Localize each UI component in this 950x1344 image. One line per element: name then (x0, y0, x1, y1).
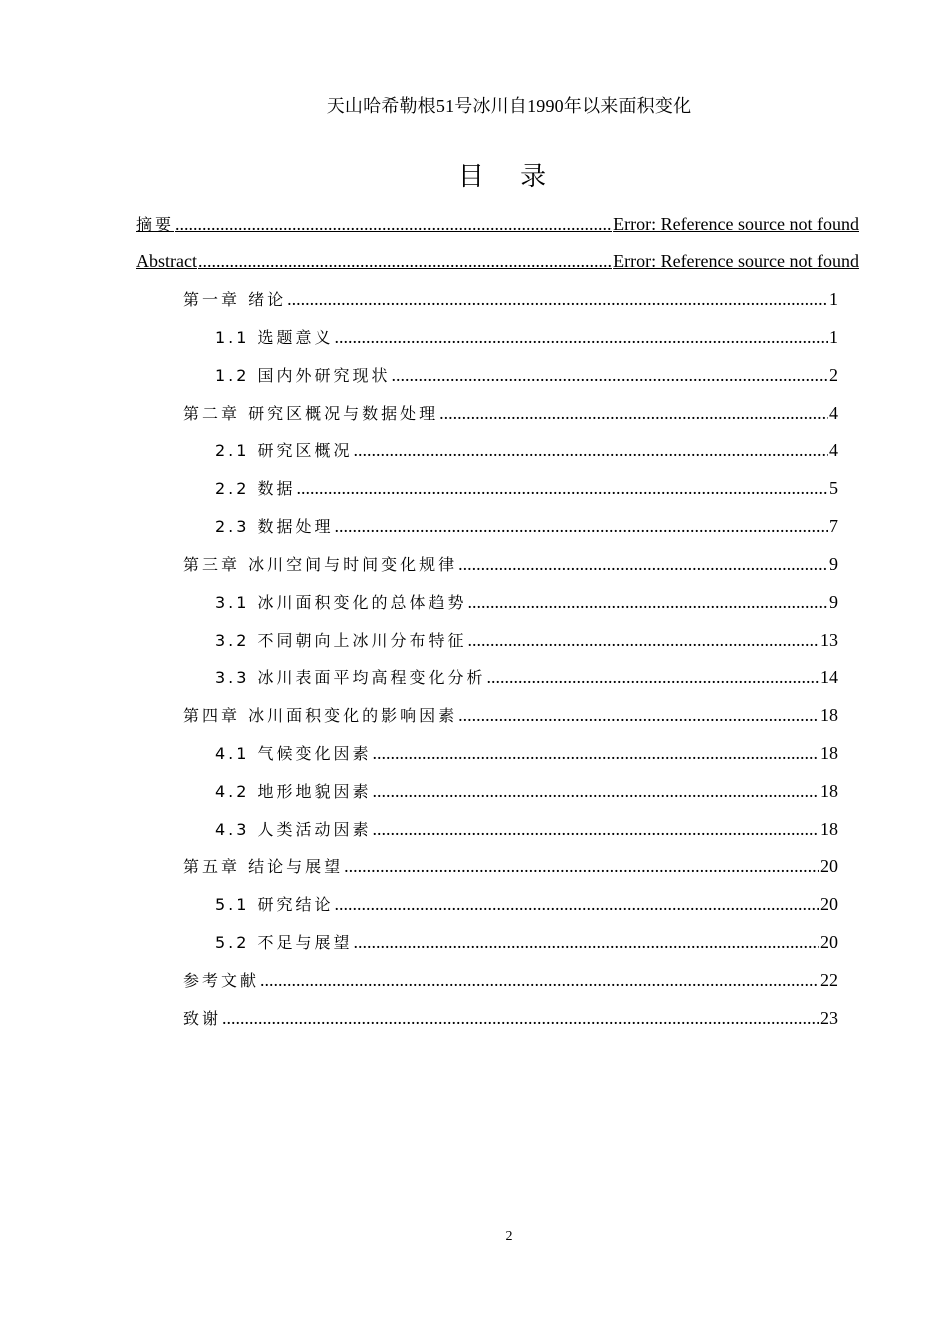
toc-entry-label: Abstract (136, 251, 197, 271)
toc-leader-dots (222, 1007, 819, 1029)
toc-entry-label: 2.3 数据处理 (215, 517, 334, 536)
toc-heading: 目 录 (457, 162, 561, 192)
toc-entry-page: 1 (829, 289, 838, 309)
toc-entry-section-3-3[interactable] (215, 666, 838, 688)
toc-entry-chapter-4[interactable] (183, 704, 838, 726)
toc-entry-acknowledgements[interactable] (183, 1007, 838, 1029)
toc-entry-page: 14 (820, 667, 838, 687)
toc-entry-label: 4.1 气候变化因素 (215, 744, 372, 763)
toc-entry-page: 20 (820, 932, 838, 952)
toc-leader-dots (458, 704, 819, 726)
toc-entry-label: 2.2 数据 (215, 479, 296, 498)
toc-entry-page: 18 (820, 705, 838, 725)
toc-entry-label: 4.3 人类活动因素 (215, 820, 372, 839)
toc-entry-page: 9 (829, 554, 838, 574)
toc-entry-label: 5.2 不足与展望 (215, 933, 353, 952)
toc-leader-dots (392, 364, 828, 386)
page-number: 2 (505, 1229, 513, 1244)
toc-entry-label: 第二章 研究区概况与数据处理 (183, 404, 439, 423)
toc-entry-section-3-1[interactable] (215, 591, 838, 613)
toc-entry-page: 9 (829, 592, 838, 612)
toc-entry-label: 1.2 国内外研究现状 (215, 366, 391, 385)
document-header-title: 天山哈希勒根51号冰川自1990年以来面积变化 (326, 96, 692, 116)
toc-entry-section-5-2[interactable] (215, 931, 838, 953)
toc-leader-dots (373, 742, 819, 764)
toc-entry-section-1-2[interactable] (215, 364, 838, 386)
toc-entry-page: 18 (820, 819, 838, 839)
toc-entry-abstract-en[interactable] (136, 250, 859, 272)
toc-leader-dots (487, 666, 819, 688)
toc-entry-page: 4 (829, 403, 838, 423)
toc-entry-page: 7 (829, 516, 838, 536)
toc-entry-label: 5.1 研究结论 (215, 895, 334, 914)
toc-leader-dots (344, 855, 819, 877)
toc-entry-page: Error: Reference source not found (613, 214, 859, 234)
toc-entry-label: 第一章 绪论 (183, 290, 287, 309)
toc-entry-label: 3.3 冰川表面平均高程变化分析 (215, 668, 486, 687)
toc-entry-page: 20 (820, 856, 838, 876)
toc-entry-chapter-5[interactable] (183, 855, 838, 877)
toc-leader-dots (175, 213, 612, 235)
toc-entry-page: 13 (820, 630, 838, 650)
toc-entry-page: 5 (829, 478, 838, 498)
toc-leader-dots (297, 477, 828, 499)
toc-leader-dots (335, 326, 828, 348)
toc-entry-page: 4 (829, 440, 838, 460)
toc-entry-page: 18 (820, 781, 838, 801)
toc-entry-label: 1.1 选题意义 (215, 328, 334, 347)
toc-entry-label: 3.2 不同朝向上冰川分布特征 (215, 631, 467, 650)
toc-leader-dots (373, 780, 819, 802)
toc-entry-section-5-1[interactable] (215, 893, 838, 915)
toc-entry-references[interactable] (183, 969, 838, 991)
toc-entry-label: 第三章 冰川空间与时间变化规律 (183, 555, 458, 574)
toc-entry-page: 23 (820, 1008, 838, 1028)
toc-leader-dots (260, 969, 819, 991)
toc-entry-section-1-1[interactable] (215, 326, 838, 348)
toc-entry-label: 2.1 研究区概况 (215, 441, 353, 460)
toc-entry-section-3-2[interactable] (215, 629, 838, 651)
toc-entry-section-2-3[interactable] (215, 515, 838, 537)
toc-entry-label: 第四章 冰川面积变化的影响因素 (183, 706, 458, 725)
toc-leader-dots (287, 288, 828, 310)
toc-entry-page: 1 (829, 327, 838, 347)
toc-entry-label: 参考文献 (183, 971, 260, 990)
toc-leader-dots (335, 515, 828, 537)
toc-entry-section-2-2[interactable] (215, 477, 838, 499)
toc-entry-label: 摘要 (136, 215, 175, 234)
toc-entry-label: 4.2 地形地貌因素 (215, 782, 372, 801)
toc-leader-dots (198, 250, 612, 272)
toc-entry-page: 2 (829, 365, 838, 385)
toc-entry-label: 第五章 结论与展望 (183, 857, 344, 876)
toc-entry-chapter-2[interactable] (183, 402, 838, 424)
toc-leader-dots (335, 893, 819, 915)
toc-leader-dots (468, 591, 828, 613)
toc-entry-chapter-3[interactable] (183, 553, 838, 575)
toc-entry-page: Error: Reference source not found (613, 251, 859, 271)
toc-entry-page: 18 (820, 743, 838, 763)
toc-leader-dots (458, 553, 828, 575)
toc-entry-page: 20 (820, 894, 838, 914)
toc-entry-label: 致谢 (183, 1009, 222, 1028)
toc-leader-dots (354, 931, 819, 953)
toc-entry-chapter-1[interactable] (183, 288, 838, 310)
toc-leader-dots (439, 402, 828, 424)
toc-entry-abstract-cn[interactable] (136, 213, 859, 235)
toc-leader-dots (373, 818, 819, 840)
toc-entry-page: 22 (820, 970, 838, 990)
toc-entry-label: 3.1 冰川面积变化的总体趋势 (215, 593, 467, 612)
toc-leader-dots (354, 439, 828, 461)
toc-entry-section-2-1[interactable] (215, 439, 838, 461)
toc-entry-section-4-3[interactable] (215, 818, 838, 840)
toc-leader-dots (468, 629, 819, 651)
toc-entry-section-4-2[interactable] (215, 780, 838, 802)
toc-entry-section-4-1[interactable] (215, 742, 838, 764)
